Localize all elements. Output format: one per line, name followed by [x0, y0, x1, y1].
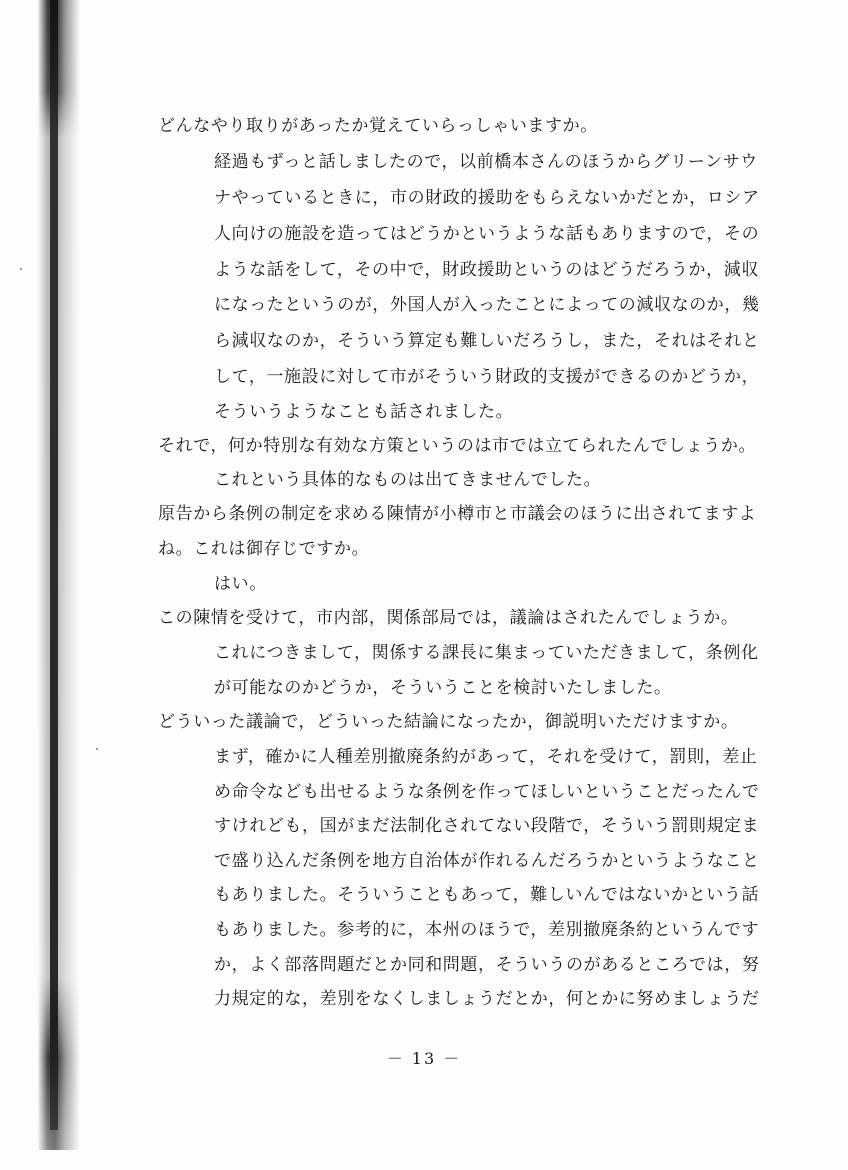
question-line: 原告から条例の制定を求める陳情が小樽市と市議会のほうに出されてますよ	[158, 504, 757, 524]
answer-line: で盛り込んだ条例を地方自治体が作れるんだろうかというようなこと	[214, 851, 760, 871]
answer-line: が可能なのかどうか，そういうことを検討いたしました。	[214, 678, 672, 698]
answer-line: はい。	[214, 574, 267, 594]
answer-line: ら減収なのか，そういう算定も難しいだろうし，また，それはそれと	[214, 331, 760, 351]
answer-line: ような話をして，その中で，財政援助というのはどうだろうか，減収	[214, 260, 759, 280]
scan-speck	[96, 748, 98, 750]
question-line: それで，何か特別な有効な方策というのは市では立てられたんでしょうか。	[158, 436, 757, 456]
binding-edge	[50, 0, 58, 1130]
question-line: どんなやり取りがあったか覚えていらっしゃいますか。	[158, 116, 598, 136]
question-line: この陳情を受けて，市内部，関係部局では，議論はされたんでしょうか。	[158, 608, 739, 628]
answer-line: もありました。参考的に，本州のほうで，差別撤廃条約というんです	[214, 920, 760, 940]
answer-line: ナやっているときに，市の財政的援助をもらえないかだとか，ロシア	[214, 188, 760, 208]
answer-line: まず，確かに人種差別撤廃条約があって，それを受けて，罰則，差止	[214, 747, 758, 767]
answer-line: して，一施設に対して市がそういう財政的支援ができるのかどうか，	[214, 367, 760, 387]
answer-line: になったというのが，外国人が入ったことによっての減収なのか，幾	[214, 295, 760, 315]
answer-line: 経過もずっと話しましたので，以前橋本さんのほうからグリーンサウ	[214, 152, 758, 172]
answer-line: これにつきまして，関係する課長に集まっていただきまして，条例化	[214, 643, 759, 663]
question-line: ね。これは御存じですか。	[158, 539, 370, 559]
answer-line: 人向けの施設を造ってはどうかというような話もありますので，その	[214, 224, 760, 244]
answer-line: 力規定的な，差別をなくしましょうだとか，何とかに努めましょうだ	[214, 989, 760, 1009]
answer-line: すけれども，国がまだ法制化されてない段階で，そういう罰則規定ま	[214, 816, 760, 836]
question-line: どういった議論で，どういった結論になったか，御説明いただけますか。	[158, 712, 739, 732]
answer-line: これという具体的なものは出てきませんでした。	[214, 470, 602, 490]
answer-line: か，よく部落問題だとか同和問題，そういうのがあるところでは，努	[214, 955, 760, 975]
scan-speck	[20, 268, 22, 270]
page-number: － 13 －	[386, 1049, 462, 1068]
answer-line: もありました。そういうこともあって，難しいんではないかという話	[214, 885, 760, 905]
answer-line: め命令なども出せるような条例を作ってほしいということだったんで	[214, 782, 760, 802]
answer-line: そういうようなことも話されました。	[214, 402, 514, 422]
